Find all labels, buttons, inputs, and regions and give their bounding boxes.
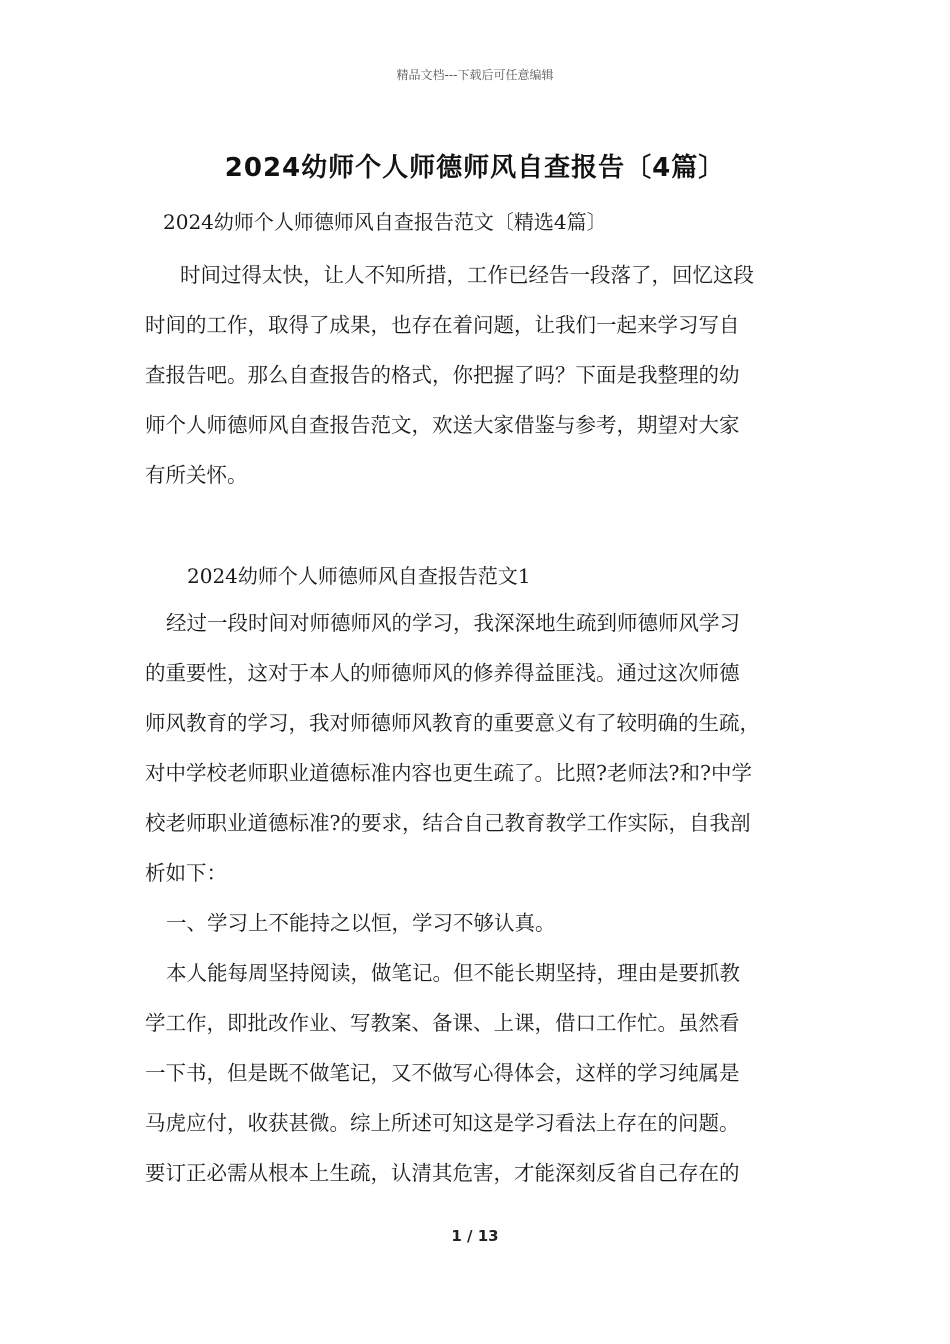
section-heading: 2024幼师个人师德师风自查报告范文1 <box>187 564 531 588</box>
page-header: 精品文档---下载后可任意编辑 <box>396 68 554 82</box>
section-line-5: 校老师职业道德标准?的要求，结合自己教育教学工作实际，自我剖 <box>145 811 751 835</box>
document-title: 2024幼师个人师德师风自查报告〔4篇〕 <box>224 153 726 183</box>
intro-line-4: 师个人师德师风自查报告范文，欢送大家借鉴与参考，期望对大家 <box>145 413 740 437</box>
page-number: 1 / 13 <box>451 1227 499 1245</box>
section-line-6: 析如下： <box>145 861 227 885</box>
section-line-2: 的重要性，这对于本人的师德师风的修养得益匪浅。通过这次师德 <box>145 661 740 685</box>
document-subtitle: 2024幼师个人师德师风自查报告范文〔精选4篇〕 <box>163 210 607 234</box>
section-line-3: 师风教育的学习，我对师德师风教育的重要意义有了较明确的生疏， <box>145 711 760 735</box>
intro-line-5: 有所关怀。 <box>145 463 248 487</box>
intro-line-3: 查报告吧。那么自查报告的格式，你把握了吗？下面是我整理的幼 <box>145 363 740 387</box>
section-line-11: 马虎应付，收获甚微。综上所述可知这是学习看法上存在的问题。 <box>145 1111 740 1135</box>
intro-line-1: 时间过得太快，让人不知所措，工作已经告一段落了，回忆这段 <box>180 263 754 287</box>
section-line-8: 本人能每周坚持阅读，做笔记。但不能长期坚持，理由是要抓教 <box>166 961 740 985</box>
section-line-12: 要订正必需从根本上生疏，认清其危害，才能深刻反省自己存在的 <box>145 1161 740 1185</box>
section-line-1: 经过一段时间对师德师风的学习，我深深地生疏到师德师风学习 <box>166 611 740 635</box>
intro-line-2: 时间的工作，取得了成果，也存在着问题，让我们一起来学习写自 <box>145 313 740 337</box>
section-line-7: 一、学习上不能持之以恒，学习不够认真。 <box>166 911 556 935</box>
section-line-10: 一下书，但是既不做笔记，又不做写心得体会，这样的学习纯属是 <box>145 1061 740 1085</box>
section-line-4: 对中学校老师职业道德标准内容也更生疏了。比照?老师法?和?中学 <box>145 761 752 785</box>
section-line-9: 学工作，即批改作业、写教案、备课、上课，借口工作忙。虽然看 <box>145 1011 740 1035</box>
